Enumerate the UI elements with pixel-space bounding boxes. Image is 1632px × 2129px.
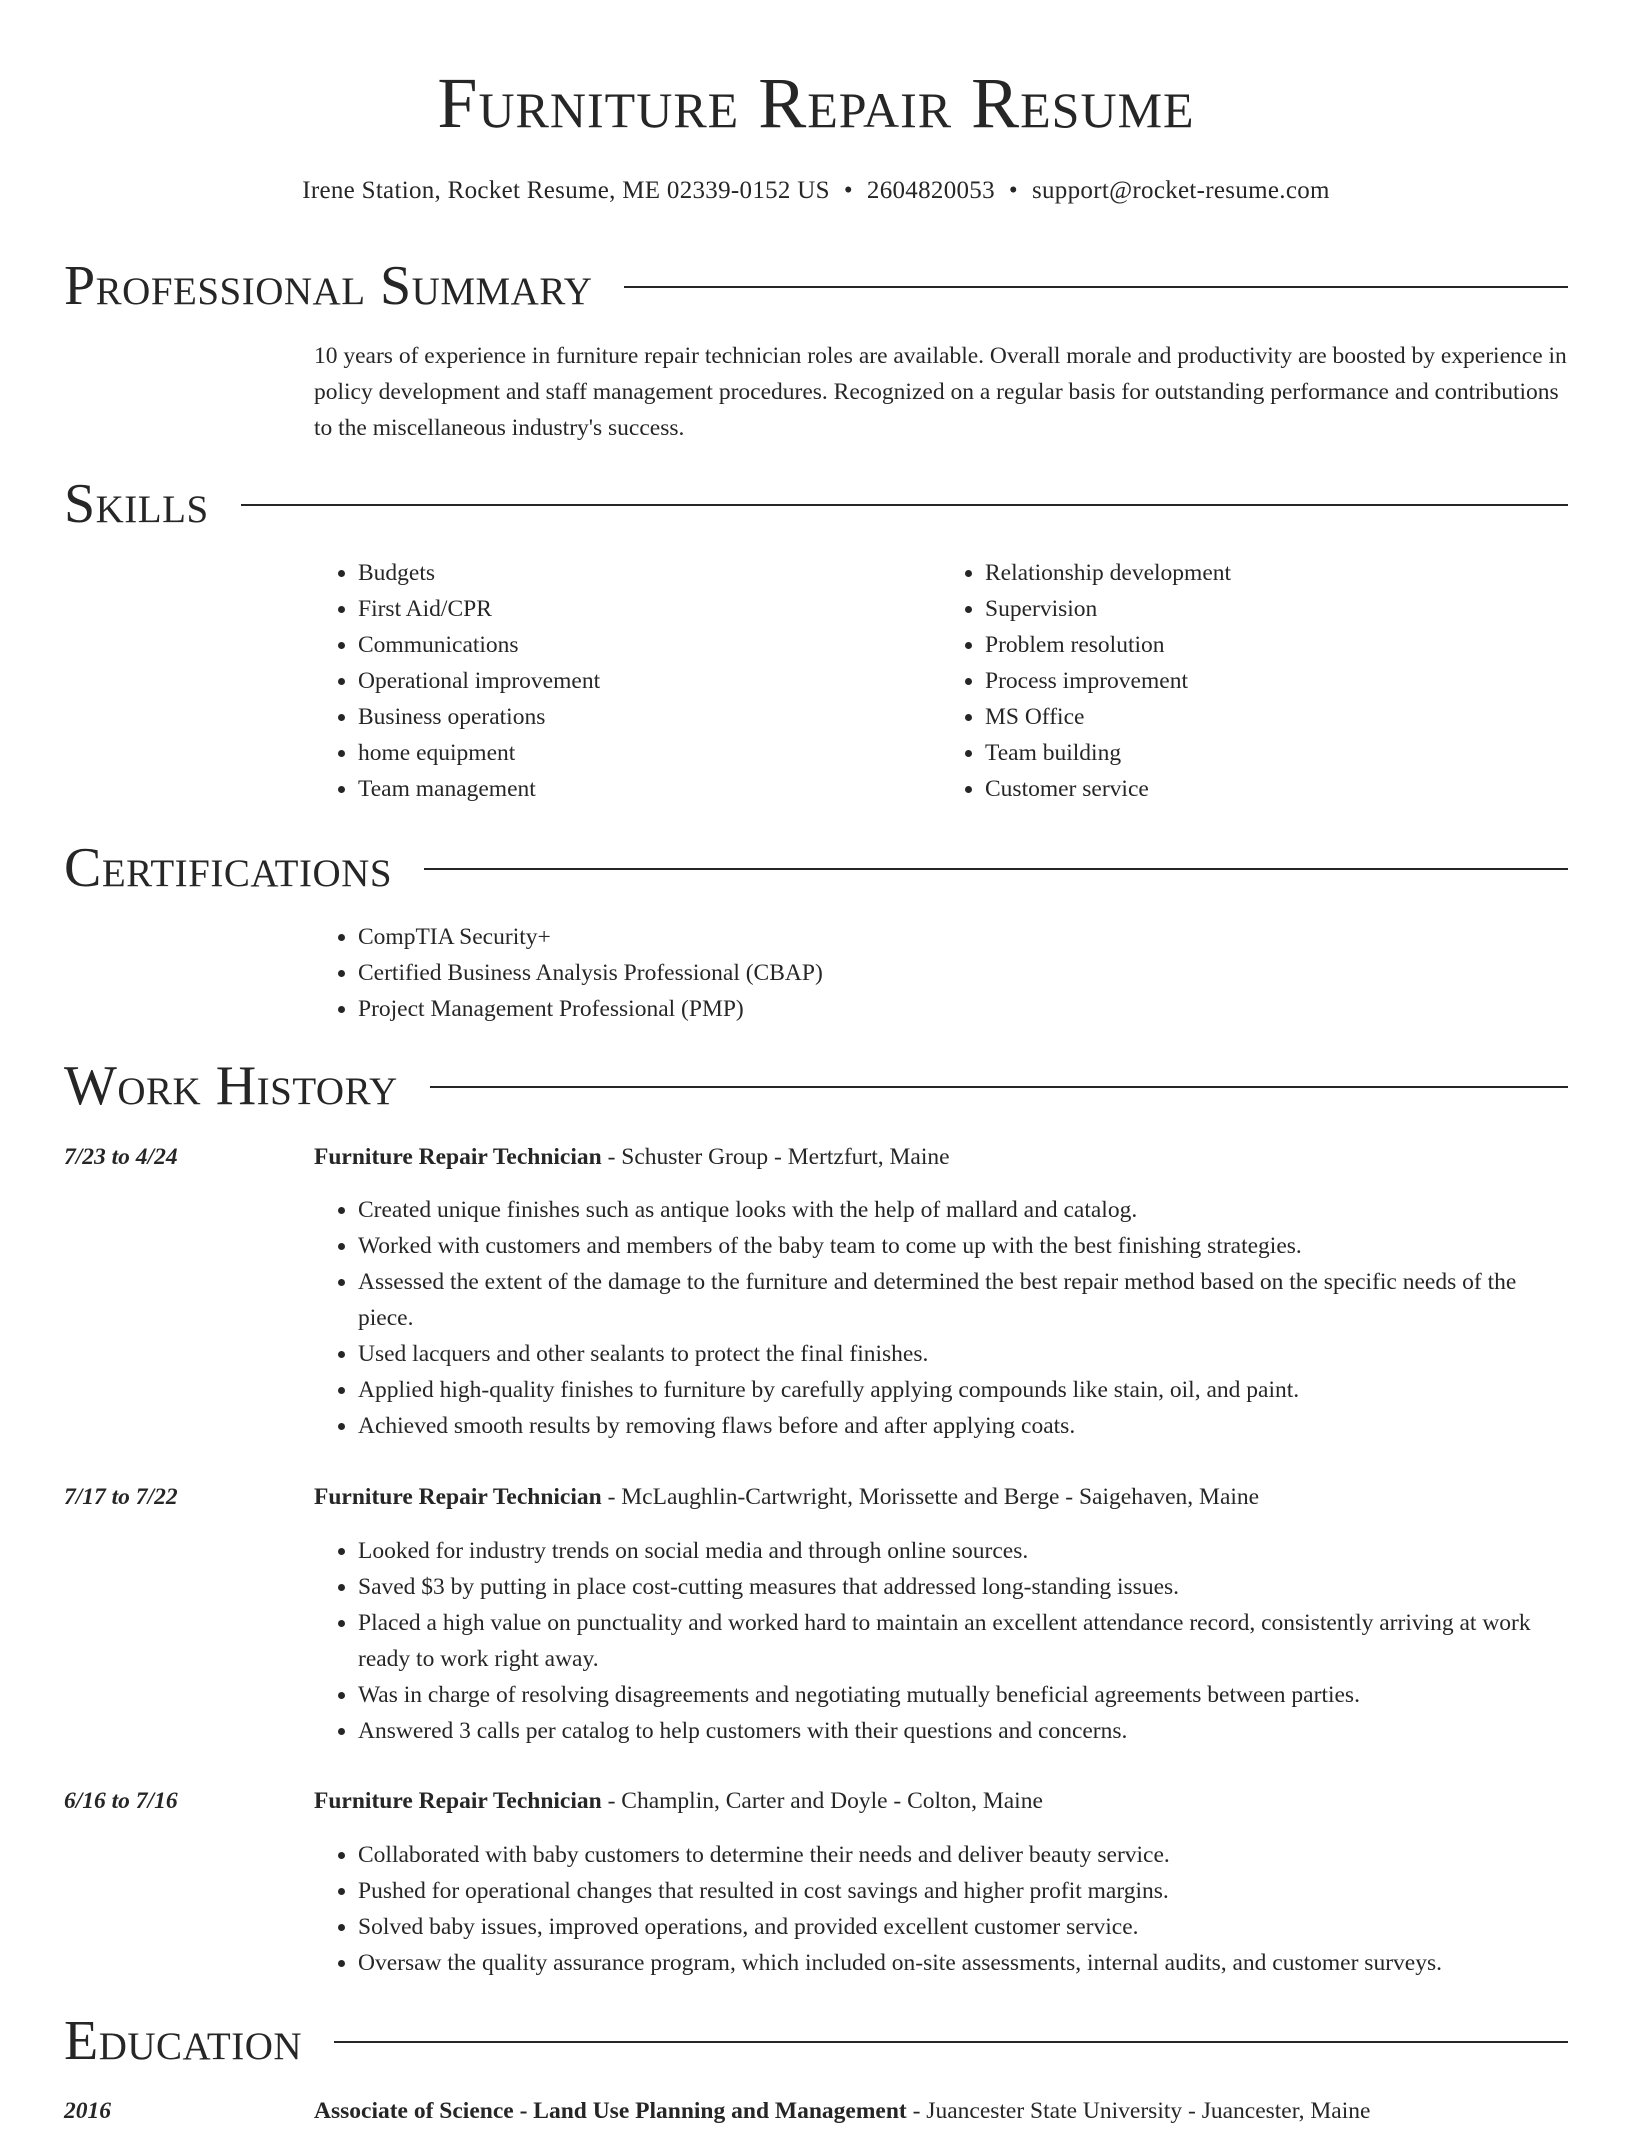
skill-item: • Budgets (358, 555, 941, 591)
contact-separator: • (843, 177, 853, 204)
skills-section-header (64, 471, 1568, 537)
education-heading: Education (64, 2010, 303, 2072)
job-bullet: • Was in charge of resolving disagreements and negotiating mutually beneficial agreements between parties. (358, 1677, 1568, 1713)
job-bullet: • Solved baby issues, improved operations, and provided excellent customer service. (358, 1909, 1568, 1945)
contact-separator: • (1008, 177, 1018, 204)
job-dates: 7/23 to 4/24 (64, 1144, 178, 1170)
section-divider (430, 1086, 1568, 1088)
education-line (314, 2093, 1568, 2129)
job-bullet: • Created unique finishes such as antique looks with the help of mallard and catalog. (358, 1192, 1568, 1228)
job-dates: 6/16 to 7/16 (64, 1788, 178, 1814)
summary-block (314, 338, 1568, 446)
contact-email: support@rocket-resume.com (1031, 177, 1330, 204)
resume-title: Furniture Repair Resume (437, 63, 1195, 143)
skill-item: • Team management (358, 771, 941, 807)
skill-item: • Process improvement (985, 663, 1568, 699)
skill-item: • Team building (985, 735, 1568, 771)
skill-item: • Business operations (358, 699, 941, 735)
work-section-header (64, 1053, 1568, 1119)
skills-list-right (941, 555, 1568, 807)
job-bullet: • Placed a high value on punctuality and worked hard to maintain an excellent attendance record, consistently arriving at work ready to work right away. (358, 1605, 1568, 1677)
summary-text: 10 years of experience in furniture repair technician roles are available. Overall morale and productivity are boosted by experience in policy development and staff management procedures. Recognized on a regular basis for outstanding performance and contributions to the miscellaneous industry's success. (314, 343, 1567, 441)
skill-item: • MS Office (985, 699, 1568, 735)
skill-item: • Relationship development (985, 555, 1568, 591)
summary-heading: Professional Summary (64, 255, 593, 317)
certifications-section-header (64, 835, 1568, 901)
skills-block (314, 555, 1568, 807)
job-bullets (314, 1192, 1568, 1444)
work-heading: Work History (64, 1055, 398, 1117)
job-bullet: • Looked for industry trends on social media and through online sources. (358, 1533, 1568, 1569)
job-bullet: • Achieved smooth results by removing flaws before and after applying coats. (358, 1408, 1568, 1444)
skills-heading: Skills (64, 473, 209, 535)
contact-phone: 2604820053 (866, 177, 995, 204)
skill-item: • Communications (358, 627, 941, 663)
skill-item: • Supervision (985, 591, 1568, 627)
section-divider (624, 286, 1568, 288)
job-bullet: • Collaborated with baby customers to determine their needs and deliver beauty service. (358, 1837, 1568, 1873)
job-bullet: • Pushed for operational changes that resulted in cost savings and higher profit margins. (358, 1873, 1568, 1909)
job-bullet: • Used lacquers and other sealants to protect the final finishes. (358, 1336, 1568, 1372)
skill-item: • home equipment (358, 735, 941, 771)
job-title: Furniture Repair Technician (314, 1144, 602, 1170)
job-bullet: • Answered 3 calls per catalog to help customers with their questions and concerns. (358, 1713, 1568, 1749)
job-bullet: • Saved $3 by putting in place cost-cutting measures that addressed long-standing issues. (358, 1569, 1568, 1605)
job-employer: - McLaughlin-Cartwright, Morissette and Berge - Saigehaven, Maine (601, 1484, 1260, 1510)
job-dates: 7/17 to 7/22 (64, 1484, 178, 1510)
certifications-block (314, 919, 1568, 1027)
job-bullet: • Oversaw the quality assurance program, which included on-site assessments, internal audits, and customer surveys. (358, 1945, 1568, 1981)
job-employer: - Champlin, Carter and Doyle - Colton, Maine (601, 1788, 1043, 1814)
certifications-heading: Certifications (64, 837, 393, 899)
education-section-header (64, 2008, 1568, 2074)
contact-address: Irene Station, Rocket Resume, ME 02339-0152 US (302, 177, 830, 204)
contact-line (64, 174, 1568, 208)
section-divider (241, 504, 1568, 506)
summary-section-header (64, 253, 1568, 319)
skill-item: • Problem resolution (985, 627, 1568, 663)
job-title: Furniture Repair Technician (314, 1484, 602, 1510)
job-title: Furniture Repair Technician (314, 1788, 602, 1814)
job-bullet: • Assessed the extent of the damage to the furniture and determined the best repair method based on the specific needs of the piece. (358, 1264, 1568, 1336)
certifications-list (314, 919, 1568, 1027)
job-bullets (314, 1533, 1568, 1749)
job-title-line (314, 1139, 1568, 1175)
certification-item: • Project Management Professional (PMP) (358, 991, 1568, 1027)
job-bullet: • Applied high-quality finishes to furniture by carefully applying compounds like stain, oil, and paint. (358, 1372, 1568, 1408)
certification-item: • CompTIA Security+ (358, 919, 1568, 955)
section-divider (424, 868, 1568, 870)
certification-item: • Certified Business Analysis Professional (CBAP) (358, 955, 1568, 991)
education-degree: Associate of Science - Land Use Planning and Management (314, 2098, 907, 2124)
education-school: - Juancester State University - Juancester, Maine (906, 2098, 1371, 2124)
skills-list-left (314, 555, 941, 807)
skill-item: • First Aid/CPR (358, 591, 941, 627)
job-title-line (314, 1783, 1568, 1819)
education-date: 2016 (64, 2098, 111, 2124)
job-bullet: • Worked with customers and members of the baby team to come up with the best finishing strategies. (358, 1228, 1568, 1264)
job-employer: - Schuster Group - Mertzfurt, Maine (601, 1144, 950, 1170)
skill-item: • Operational improvement (358, 663, 941, 699)
job-title-line (314, 1479, 1568, 1515)
skill-item: • Customer service (985, 771, 1568, 807)
job-bullets (314, 1837, 1568, 1981)
section-divider (334, 2041, 1568, 2043)
